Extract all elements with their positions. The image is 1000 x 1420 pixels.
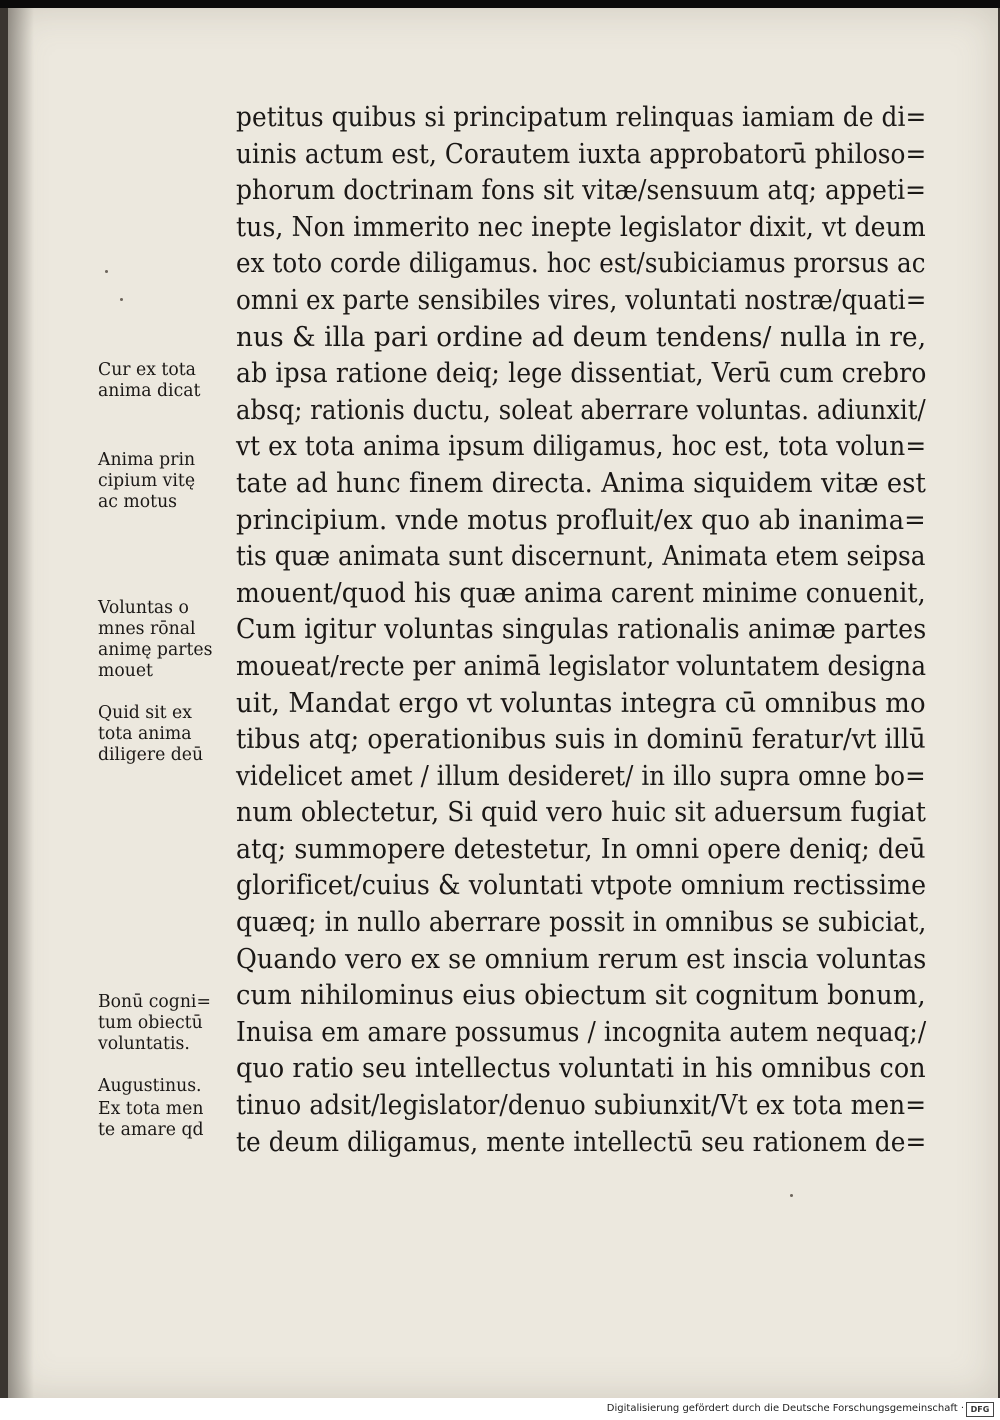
text-line: moueat/recte per animā legislator voluntatem designa [236,650,927,682]
text-line: principium. vnde motus profluit/ex quo ab inanima= [236,504,926,536]
margin-note-line: Augustinus. [98,1076,202,1096]
scan-top-edge [0,0,1000,8]
digitization-footer [0,1398,1000,1420]
margin-note-line: tum obiectū [98,1013,203,1033]
margin-note-line: cipium vitę [98,471,196,491]
body-text [236,100,926,1161]
margin-note-line: tota anima [98,724,192,744]
margin-note-line: te amare qd [98,1120,204,1140]
text-line: vt ex tota anima ipsum diligamus, hoc est, tota volun= [236,431,927,463]
text-line: phorum doctrinam fons sit vitæ/sensuum atq; appeti= [236,175,927,207]
paper-speck [790,1194,793,1197]
text-line: absq; rationis ductu, soleat aberrare voluntas. adiunxit/ [236,394,926,426]
margin-note-line: Bonū cogni= [98,992,211,1012]
text-line: tis quæ animata sunt discernunt, Animata etem seipsa [236,541,926,573]
margin-note [98,1099,234,1141]
text-line: omni ex parte sensibiles vires, voluntati nostræ/quati= [236,284,927,316]
paper-speck [105,270,108,273]
text-line: ex toto corde diligamus. hoc est/subiciamus prorsus ac [236,248,926,280]
margin-note-line: mouet [98,661,153,681]
margin-note [98,598,234,682]
margin-note [98,450,234,513]
text-line: uit, Mandat ergo vt voluntas integra cū omnibus mo [236,687,926,719]
page-gutter-shadow [8,8,34,1398]
text-line: cum nihilominus eius obiectum sit cognitum bonum, [236,980,926,1012]
text-line: tinuo adsit/legislator/denuo subiunxit/Vt ex tota men= [236,1090,927,1122]
text-line: videlicet amet / illum desideret/ in illo supra omne bo= [236,760,926,792]
margin-note-line: Ex tota men [98,1099,204,1119]
margin-note-line: Anima prin [98,450,196,470]
text-line: Quando vero ex se omnium rerum est inscia voluntas [236,943,927,975]
margin-note-line: ac motus [98,492,178,512]
margin-note-line: Cur ex tota [98,360,196,380]
text-line: petitus quibus si principatum relinquas iamiam de di= [236,102,927,133]
margin-note-line: anima dicat [98,381,201,401]
margin-note-line: diligere deū [98,745,204,765]
text-line: quæq; in nullo aberrare possit in omnibus se subiciat, [236,907,927,939]
text-line: tibus atq; operationibus suis in dominū feratur/vt illū [236,724,926,756]
margin-note-line: voluntatis. [98,1034,190,1054]
text-line: glorificet/cuius & voluntati vtpote omnium rectissime [236,870,927,902]
text-line: te deum diligamus, mente intellectū seu rationem de= [236,1126,927,1158]
margin-note [98,992,234,1055]
margin-note-line: Voluntas o [98,598,189,618]
text-line: uinis actum est, Corautem iuxta approbatorū philoso= [236,138,927,170]
text-line: tus, Non immerito nec inepte legislator dixit, vt deum [236,211,926,243]
funding-credit: Digitalisierung gefördert durch die Deutsche Forschungsgemeinschaft · [606,1403,964,1414]
text-line: Inuisa em amare possumus / incognita autem nequaq;/ [236,1016,927,1048]
text-line: nus & illa pari ordine ad deum tendens/ nulla in re, [236,321,927,353]
text-line: tate ad hunc finem directa. Anima siquidem vitæ est [236,467,926,499]
margin-note-line: Quid sit ex [98,703,192,723]
margin-note [98,360,234,402]
margin-note-line: animę partes [98,640,213,660]
margin-note [98,703,234,766]
text-line: ab ipsa ratione deiq; lege dissentiat, Verū cum crebro [236,358,927,390]
text-line: atq; summopere detestetur, In omni opere deniq; deū [236,833,926,865]
margin-note [98,1076,234,1097]
text-line: num oblectetur, Si quid vero huic sit aduersum fugiat [236,797,926,829]
margin-note-line: mnes rōnal [98,619,196,639]
text-line: Cum igitur voluntas singulas rationalis animæ partes [236,614,927,646]
paper-speck [120,298,123,301]
text-line: quo ratio seu intellectus voluntati in his omnibus con [236,1053,926,1085]
text-line: mouent/quod his quæ anima carent minime conuenit, [236,577,926,609]
dfg-logo: DFG [966,1402,994,1417]
